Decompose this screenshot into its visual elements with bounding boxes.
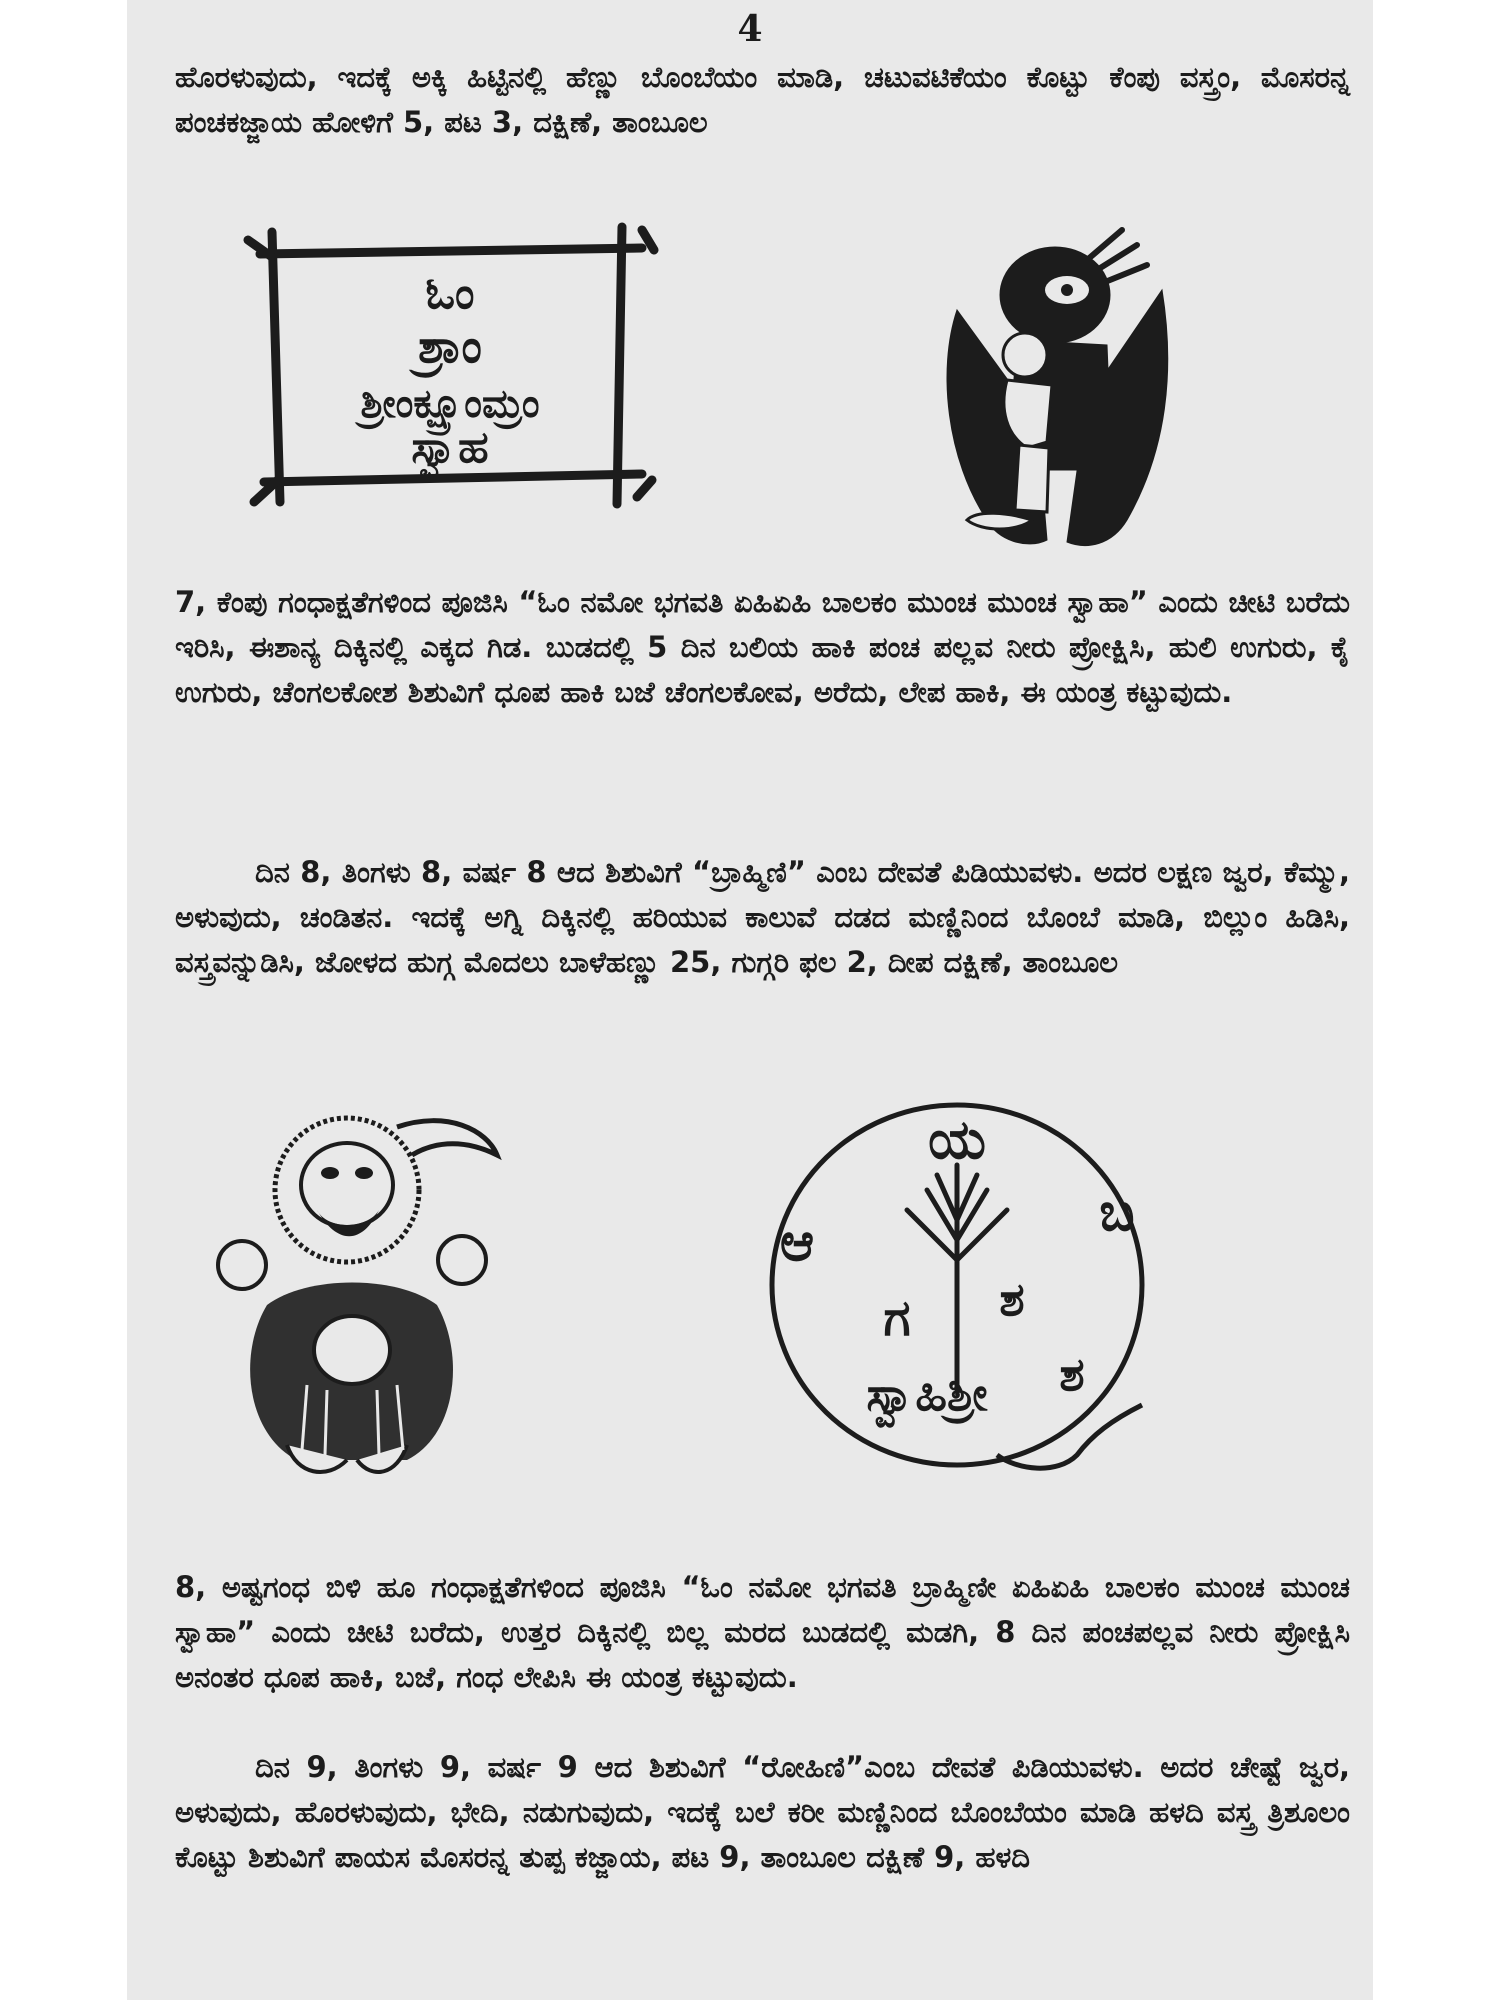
circular-yantra-figure (757, 1090, 1177, 1490)
boxed-yantra-figure (242, 212, 662, 517)
page-number: 4 (737, 8, 763, 50)
paragraph-5: ದಿನ 9, ತಿಂಗಳು 9, ವರ್ಷ 9 ಆದ ಶಿಶುವಿಗೆ “ರೋಹಿಣಿ”ಎಂಬ ದೇವತೆ ಪಿಡಿಯುವಳು. ಅದರ ಚೇಷ್ಟೆ ಜ್ವರ, ಅಳುವುದು, ಹೊರಳುವುದು, ಭೇದಿ, ನಡುಗುವುದು, ಇದಕ್ಕೆ ಬಲೆ ಕರೀ ಮಣ್ಣಿನಿಂದ ಬೊಂಬೆಯಂ ಮಾಡಿ ಹಳದಿ ವಸ್ತ್ರ ತ್ರಿಶೂಲಂ ಕೊಟ್ಟು ಶಿಶುವಿಗೆ ಪಾಯಸ ಮೊಸರನ್ನ ತುಪ್ಪ ಕಜ್ಜಾಯ, ಪಟ 9, ತಾಂಬೂಲ ದಕ್ಷಿಣೆ 9, ಹಳದಿ (175, 1750, 1350, 1874)
yantra-line-3: ಶ್ರೀಂಕ್ಷ್ರೂಂಮ್ರಂ (360, 381, 540, 427)
paragraph-1: ಹೊರಳುವುದು, ಇದಕ್ಕೆ ಅಕ್ಕಿ ಹಿಟ್ಟಿನಲ್ಲಿ ಹೆಣ್ಣು ಬೊಂಬೆಯಂ ಮಾಡಿ, ಚಟುವಟಿಕೆಯಂ ಕೊಟ್ಟು ಕೆಂಪು ವಸ್ತ್ರಂ, ಮೊಸರನ್ನ ಪಂಚಕಜ್ಜಾಯ ಹೋಳಿಗೆ 5, ಪಟ 3, ದಕ್ಷಿಣೆ, ತಾಂಬೂಲ (175, 60, 1350, 139)
circle-letter-bottom: ಸ್ವಾಹಿಶ್ರೀ (866, 1367, 988, 1421)
paragraph-2: 7, ಕೆಂಪು ಗಂಧಾಕ್ಷತೆಗಳಿಂದ ಪೂಜಿಸಿ “ಓಂ ನಮೋ ಭಗವತಿ ಏಹಿಏಹಿ ಬಾಲಕಂ ಮುಂಚ ಮುಂಚ ಸ್ವಾಹಾ” ಎಂದು ಚೀಟಿ ಬರೆದು ಇರಿಸಿ, ಈಶಾನ್ಯ ದಿಕ್ಕಿನಲ್ಲಿ ಎಕ್ಕದ ಗಿಡ. ಬುಡದಲ್ಲಿ 5 ದಿನ ಬಲಿಯ ಹಾಕಿ ಪಂಚ ಪಲ್ಲವ ನೀರು ಪ್ರೋಕ್ಷಿಸಿ, ಹುಲಿ ಉಗುರು, ಕೈ ಉಗುರು, ಚೆಂಗಲಕೋಶ ಶಿಶುವಿಗೆ ಧೂಪ ಹಾಕಿ ಬಜೆ ಚೆಂಗಲಕೋವ, ಅರೆದು, ಲೇಪ ಹಾಕಿ, ಈ ಯಂತ್ರ ಕಟ್ಟುವುದು. (175, 585, 1350, 709)
circle-letter-left: ಆ (779, 1213, 815, 1273)
circle-letter-bottom-right: ಶ (1059, 1347, 1085, 1401)
circle-letter-center-right: ಶ (999, 1272, 1025, 1326)
paragraph-4: 8, ಅಷ್ಟಗಂಧ ಬಿಳಿ ಹೂ ಗಂಧಾಕ್ಷತೆಗಳಿಂದ ಪೂಜಿಸಿ “ಓಂ ನಮೋ ಭಗವತಿ ಬ್ರಾಹ್ಮಿಣೀ ಏಹಿಏಹಿ ಬಾಲಕಂ ಮುಂಚ ಮುಂಚ ಸ್ವಾಹಾ” ಎಂದು ಚೀಟಿ ಬರೆದು, ಉತ್ತರ ದಿಕ್ಕಿನಲ್ಲಿ ಬಿಲ್ಲ ಮರದ ಬುಡದಲ್ಲಿ ಮಡಗಿ, 8 ದಿನ ಪಂಚಪಲ್ಲವ ನೀರು ಪ್ರೋಕ್ಷಿಸಿ ಅನಂತರ ಧೂಪ ಹಾಕಿ, ಬಜೆ, ಗಂಧ ಲೇಪಿಸಿ ಈ ಯಂತ್ರ ಕಟ್ಟುವುದು. (175, 1570, 1350, 1694)
goddess-with-children-illustration (197, 1115, 527, 1485)
paragraph-3: ದಿನ 8, ತಿಂಗಳು 8, ವರ್ಷ 8 ಆದ ಶಿಶುವಿಗೆ “ಬ್ರಾಹ್ಮಿಣಿ” ಎಂಬ ದೇವತೆ ಪಿಡಿಯುವಳು. ಅದರ ಲಕ್ಷಣ ಜ್ವರ, ಕೆಮ್ಮು, ಅಳುವುದು, ಚಂಡಿತನ. ಇದಕ್ಕೆ ಅಗ್ನಿ ದಿಕ್ಕಿನಲ್ಲಿ ಹರಿಯುವ ಕಾಲುವೆ ದಡದ ಮಣ್ಣಿನಿಂದ ಬೊಂಬೆ ಮಾಡಿ, ಬಿಲ್ಲುಂ ಹಿಡಿಸಿ, ವಸ್ತ್ರವನ್ನುಡಿಸಿ, ಜೋಳದ ಹುಗ್ಗ ಮೊದಲು ಬಾಳೆಹಣ್ಣು 25, ಗುಗ್ಗರಿ ಫಲ 2, ದೀಪ ದಕ್ಷಿಣೆ, ತಾಂಬೂಲ (175, 855, 1350, 979)
winged-demon-illustration (937, 220, 1177, 555)
circle-letter-center-left: ಗ (883, 1289, 911, 1347)
book-page (127, 0, 1373, 2000)
circle-letter-right: ಬ (1099, 1183, 1135, 1243)
yantra-line-1: ಓಂ (425, 268, 475, 319)
circle-letter-top: ಯ (928, 1108, 986, 1171)
yantra-line-4: ಸ್ವಾಹ (411, 422, 489, 473)
yantra-line-2: ಶ್ರಾಂ (418, 319, 482, 373)
